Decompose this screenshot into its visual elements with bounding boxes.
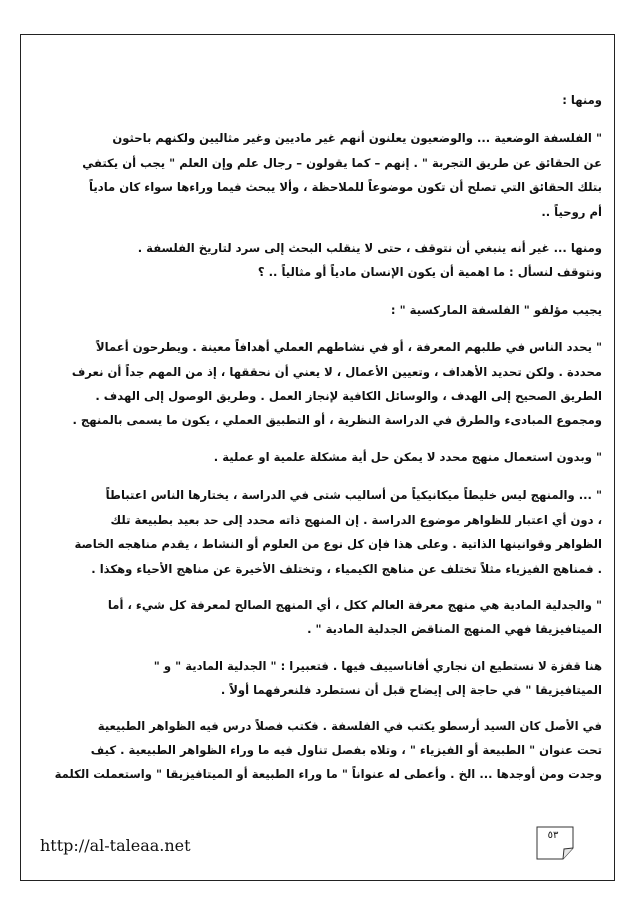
paragraph-aristotle [42, 714, 602, 787]
document-body [42, 88, 602, 787]
text-line: " الفلسفة الوضعية ... والوضعيون يعلنون أنهم غير ماديين وغير مثاليين ولكنهم باحثون [112, 131, 602, 146]
paragraph-method-definition [42, 335, 602, 433]
text-line: ومنها : [562, 93, 602, 107]
text-line: . فمناهج الفيزياء مثلاً تختلف عن مناهج الكيمياء ، وتختلف الأخيرة عن مناهج الأحياء وهكذا . [91, 561, 602, 576]
text-line: محددة . ولكن تحديد الأهداف ، وتعيين الأعمال ، لا يعني أن نحققها ، إذ من المهم جداً أن نعرف [71, 364, 602, 379]
text-line: ونتوقف لنسأل : ما اهمية أن يكون الإنسان مادياً أو مثالياً .. ؟ [257, 265, 602, 280]
text-line: تحت عنوان " الطبيعة أو الفيزياء " ، وتلاه بفصل تناول فيه ما وراء الظواهر الطبيعية . كيف [90, 742, 602, 757]
text-line: هنا قفزة لا نستطيع ان نجاري أفاناسييف فيها . فتعبيرا : " الجدلية المادية " و " [153, 658, 602, 673]
paragraph-dialectics [42, 593, 602, 642]
text-line: " ... والمنهج ليس خليطاً ميكانيكياً من أساليب شتى في الدراسة ، يختارها الناس اعتباطاً [105, 488, 602, 503]
text-line: عن الحقائق عن طريق التجربة " . إنهم – كما يقولون – رجال علم وإن العلم " يجب أن يكتفي [82, 155, 602, 170]
footer-url-link[interactable]: http://al-taleaa.net [40, 836, 191, 855]
text-line: الطريق الصحيح إلى الهدف ، والوسائل الكافية لإنجاز العمل . وطريق الوصول إلى الهدف . [95, 389, 602, 404]
text-line: ومجموع المبادىء والطرق في الدراسة النظرية ، أو التطبيق العملي ، يكون ما يسمى بالمنهج . [72, 413, 602, 428]
text-line: " والجدلية المادية هي منهج معرفة العالم ككل ، أي المنهج الصالح لمعرفة كل شيء ، أما [107, 597, 602, 612]
text-line: أم روحياً .. [541, 204, 602, 219]
paragraph-positivism [42, 126, 602, 224]
page-number: ٥٣ [547, 830, 559, 841]
paragraph-method-nature [42, 483, 602, 581]
text-line: الميتافيزيقا " في حاجة إلى إيضاح قبل أن نستطرد فلنعرفهما أولاً . [220, 683, 602, 698]
paragraph-pause [42, 236, 602, 285]
text-line: يجيب مؤلفو " الفلسفة الماركسية " : [390, 302, 602, 317]
paragraph-leap [42, 654, 602, 703]
paragraph-intro [42, 88, 602, 112]
text-line: ، دون أي اعتبار للظواهر موضوع الدراسة . إن المنهج ذاته محدد إلى حد بعيد بطبيعة تلك [110, 512, 602, 527]
paragraph-authors-answer [42, 298, 602, 322]
text-line: في الأصل كان السيد أرسطو يكتب في الفلسفة . فكتب فصلاً درس فيه الظواهر الطبيعية [97, 718, 602, 733]
text-line: بتلك الحقائق التي تصلح أن تكون موضوعاً للملاحظة ، وألا يبحث فيما وراءها سواء كان مادياً [89, 180, 602, 195]
text-line: " وبدون استعمال منهج محدد لا يمكن حل أية مشكلة علمية او عملية . [213, 449, 602, 464]
paragraph-without-method [42, 445, 602, 469]
text-line: الظواهر وقوانينها الذاتية . وعلى هذا فإن كل نوع من العلوم أو النشاط ، يقدم مناهجه الخاصة [74, 537, 602, 552]
text-line: ومنها ... غير أنه ينبغي أن نتوقف ، حتى لا ينقلب البحث إلى سرد لتاريخ الفلسفة . [137, 241, 602, 256]
text-line: وجدت ومن أوجدها ... الخ . وأعطى له عنواناً " ما وراء الطبيعة أو الميتافيزيقا " واستعملت الكلمة [54, 767, 602, 782]
text-line: " يحدد الناس في طلبهم المعرفة ، أو في نشاطهم العملي أهدافاً معينة . ويطرحون أعمالاً [96, 340, 602, 355]
text-line: الميتافيزيقا فهي المنهج المناقض الجدلية المادية " . [307, 622, 602, 637]
